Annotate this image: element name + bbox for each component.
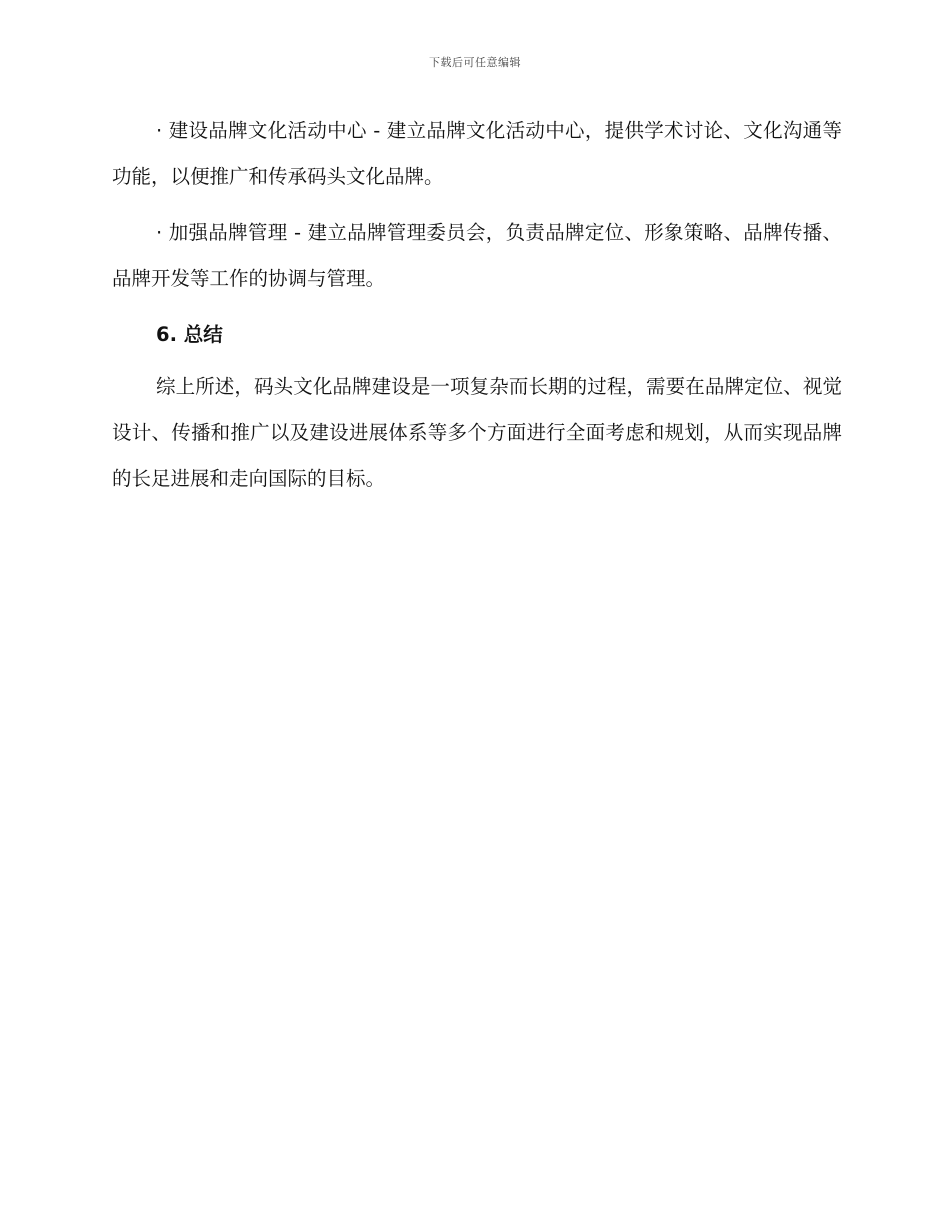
bullet-paragraph-activity-center: · 建设品牌文化活动中心 - 建立品牌文化活动中心，提供学术讨论、文化沟通等功能，以便推广和传承码头文化品牌。 <box>112 119 842 188</box>
section-heading-summary: 6. 总结 <box>156 323 223 346</box>
page-header: 下载后可任意编辑 <box>429 56 521 69</box>
bullet-paragraph-brand-management: · 加强品牌管理 - 建立品牌管理委员会，负责品牌定位、形象策略、品牌传播、品牌开发等工作的协调与管理。 <box>112 221 842 290</box>
summary-paragraph: 综上所述，码头文化品牌建设是一项复杂而长期的过程，需要在品牌定位、视觉设计、传播和推广以及建设进展体系等多个方面进行全面考虑和规划，从而实现品牌的长足进展和走向国际的目标。 <box>112 375 842 490</box>
document-body <box>112 108 842 512</box>
